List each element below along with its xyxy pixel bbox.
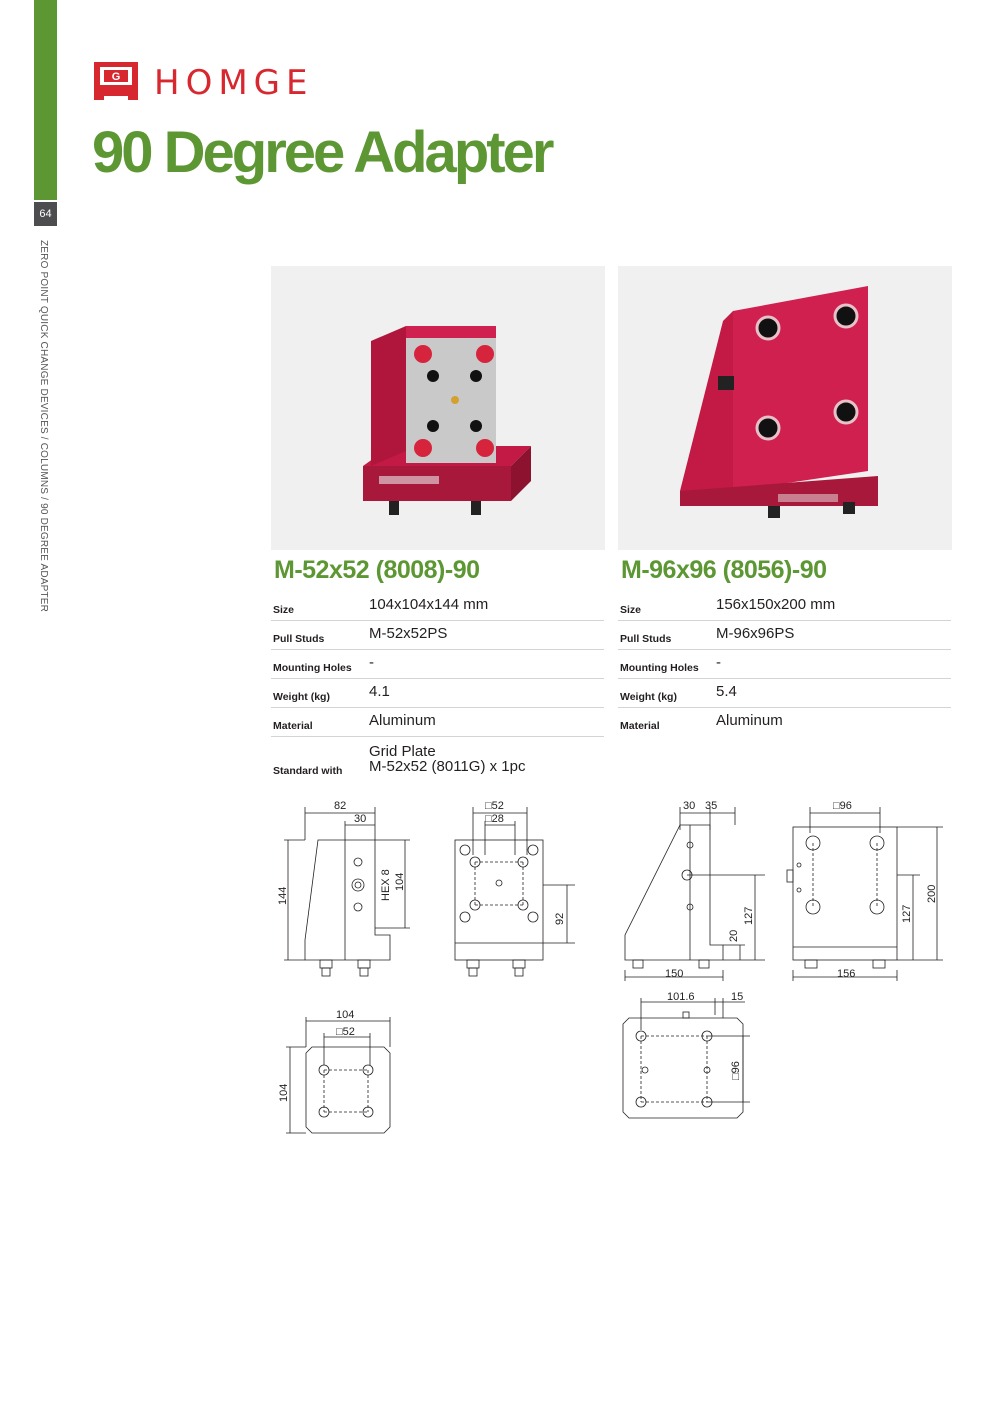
spec-label: Size [620,604,642,616]
spec-label: Mounting Holes [273,662,352,674]
dim-label: □52 [336,1026,355,1038]
spec-value: M-52x52PS [369,625,448,642]
spec-label: Size [273,604,295,616]
spec-value: - [369,654,374,671]
spec-value: 104x104x144 mm [369,596,489,613]
dim-label: 156 [837,968,856,980]
spec-value-line2: M-52x52 (8011G) x 1pc [369,758,526,775]
logo-wordmark: HOMGE [154,63,314,102]
product-title-m52: M-52x52 (8008)-90 [274,556,480,584]
product-photo-m52 [271,266,605,550]
page-title: 90 Degree Adapter [92,120,552,185]
spec-value: 156x150x200 mm [716,596,836,613]
drawing-m52-front [445,795,580,985]
dim-label: 15 [731,991,744,1003]
dim-label: □28 [485,813,504,825]
page-number: 64 [34,202,57,226]
spec-row-mounting-holes [618,650,951,679]
spec-value: 5.4 [716,683,737,700]
spec-label: Pull Studs [620,633,672,645]
dim-label: 104 [278,1083,290,1102]
dim-label: 82 [334,800,347,812]
dim-label: □96 [833,800,852,812]
dim-label: 92 [554,912,566,925]
spec-label: Pull Studs [273,633,325,645]
spec-row-material [618,708,951,736]
spec-row-size [618,592,951,621]
dim-label: □96 [730,1061,742,1080]
dim-label: 200 [926,884,938,903]
spec-label: Weight (kg) [273,691,330,703]
spec-table-m96 [618,592,951,736]
spec-row-size [271,592,604,621]
dim-label: 144 [277,886,289,905]
drawing-m52-bottom [270,1005,410,1145]
spec-row-weight [618,679,951,708]
dim-label: 20 [728,929,740,942]
logo-mark: G [111,71,121,83]
dim-label: 104 [336,1009,355,1021]
dim-label: □52 [485,800,504,812]
spec-row-mounting-holes [271,650,604,679]
dim-label: 150 [665,968,684,980]
spec-label: Mounting Holes [620,662,699,674]
spec-label: Material [273,720,313,732]
drawing-m52-side [270,795,420,985]
spec-row-material [271,708,604,737]
dim-label: 127 [743,906,755,925]
product-title-m96: M-96x96 (8056)-90 [621,556,827,584]
dim-label: 30 [683,800,696,812]
drawing-m96-front [785,795,945,985]
section-breadcrumb: ZERO POINT QUICK CHANGE DEVICES / COLUMNS / 90 DEGREE ADAPTER [38,240,49,613]
spec-value-line1: Grid Plate [369,743,436,760]
dim-label: 101.6 [667,991,695,1003]
dim-label: 127 [901,904,913,923]
spec-value: 4.1 [369,683,390,700]
spec-value: Aluminum [369,712,436,729]
spec-value: Aluminum [716,712,783,729]
spec-table-m52 [271,592,604,781]
drawing-m96-side [615,795,770,985]
sidebar-accent-bar [34,0,57,200]
product-photo-m96 [618,266,952,550]
dim-label: 30 [354,813,367,825]
spec-label: Weight (kg) [620,691,677,703]
spec-label: Material [620,720,660,732]
homge-logo [94,58,366,102]
drawing-m96-bottom [615,990,755,1130]
spec-row-pull-studs [618,621,951,650]
spec-label: Standard with [273,765,343,777]
spec-value: - [716,654,721,671]
spec-value: M-96x96PS [716,625,795,642]
dim-label: HEX 8 [380,869,392,901]
dim-label: 35 [705,800,718,812]
spec-row-standard-with [271,737,604,781]
spec-row-pull-studs [271,621,604,650]
dim-label: 104 [394,872,406,891]
spec-row-weight [271,679,604,708]
